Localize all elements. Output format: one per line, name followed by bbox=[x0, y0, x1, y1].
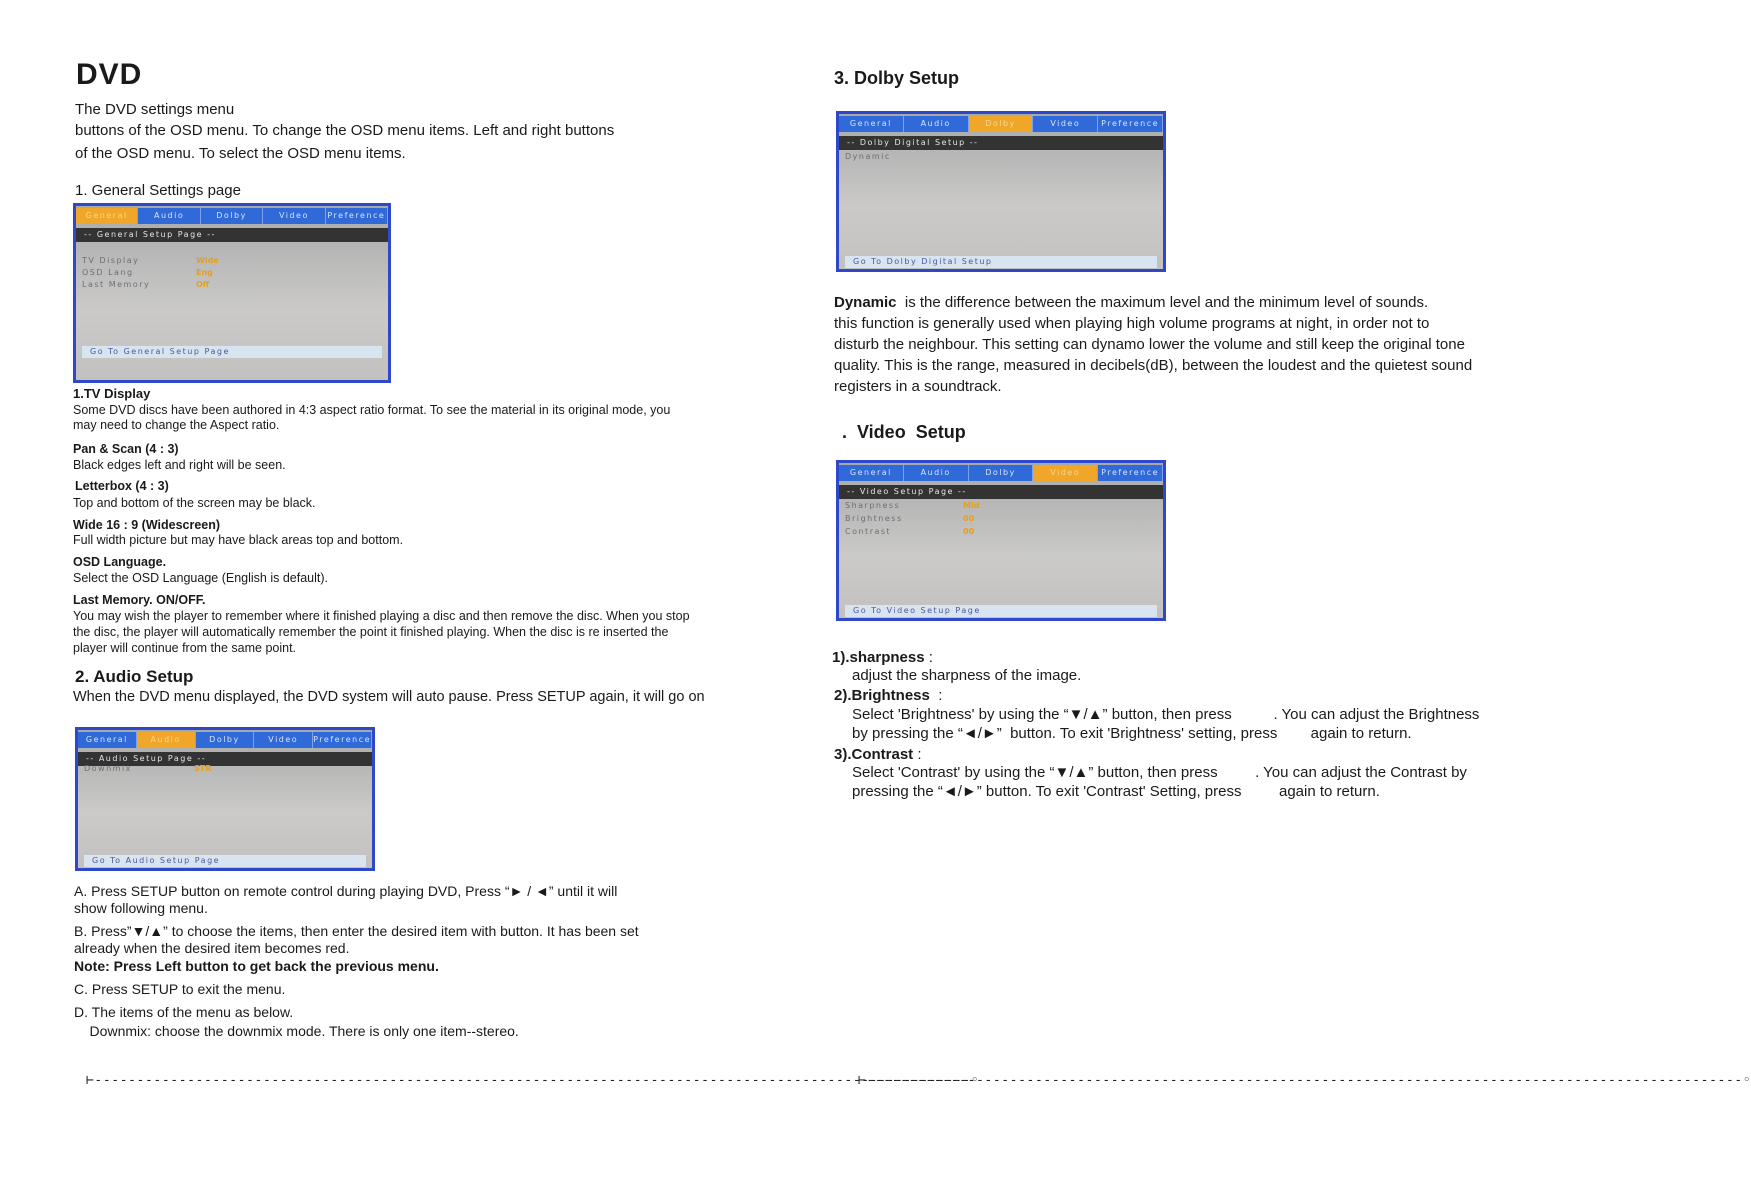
osd-row-label: OSD Lang bbox=[82, 268, 134, 277]
osd-tab-preference: Preference bbox=[1098, 465, 1163, 481]
tv-display-heading: 1.TV Display bbox=[73, 386, 151, 401]
intro-line-1: The DVD settings menu bbox=[75, 101, 235, 118]
dolby-setup-heading: 3. Dolby Setup bbox=[834, 68, 960, 88]
osd-row-value: Mid bbox=[963, 501, 980, 510]
contrast-colon: : bbox=[913, 746, 922, 763]
osd-language-text: Select the OSD Language (English is default). bbox=[73, 571, 329, 585]
osd-tab-audio: Audio bbox=[138, 208, 200, 224]
osd-row-label: Brightness bbox=[845, 514, 903, 523]
audio-setup-osd-screenshot bbox=[75, 727, 375, 871]
dynamic-line-4: quality. This is the range, measured in decibels(dB), between the loudest and the quietest sound bbox=[834, 357, 1473, 374]
osd-tab-audio: Audio bbox=[137, 732, 196, 748]
brightness-colon: : bbox=[929, 687, 943, 704]
step-d-line-2: Downmix: choose the downmix mode. There is only one item--stereo. bbox=[74, 1023, 519, 1039]
osd-page-header: -- General Setup Page -- bbox=[76, 228, 388, 242]
contrast-text-1: Select 'Contrast' by using the “▼/▲” button, then press . You can adjust the Contrast by bbox=[852, 764, 1467, 781]
left-footer-rule: ⊢--------------------------------------------------------------------------------------------------------◦ bbox=[86, 1073, 980, 1088]
osd-tab-video: Video bbox=[1033, 465, 1098, 481]
osd-page-header: -- Dolby Digital Setup -- bbox=[839, 136, 1163, 150]
osd-row-label: Sharpness bbox=[845, 501, 901, 510]
osd-footer: Go To Audio Setup Page bbox=[84, 855, 366, 867]
osd-row-value: 00 bbox=[963, 527, 975, 536]
osd-tab-dolby: Dolby bbox=[196, 732, 255, 748]
step-a-line-2: show following menu. bbox=[74, 900, 208, 916]
osd-tab-general: General bbox=[76, 208, 138, 224]
note-text: : Press Left button to get back the previous menu. bbox=[105, 958, 439, 974]
osd-row-value: Wide bbox=[196, 256, 219, 265]
osd-row-value: 00 bbox=[963, 514, 975, 523]
osd-tab-preference: Preference bbox=[326, 208, 388, 224]
osd-row-label: Last Memory bbox=[82, 280, 151, 289]
tv-display-text-2: may need to change the Aspect ratio. bbox=[73, 418, 280, 432]
sharpness-label: 1).sharpness bbox=[832, 649, 925, 666]
dynamic-text: is the difference between the maximum level and the minimum level of sounds. bbox=[896, 294, 1429, 311]
brightness-text-1: Select 'Brightness' by using the “▼/▲” button, then press . You can adjust the Brightness bbox=[852, 706, 1480, 723]
osd-tab-dolby: Dolby bbox=[201, 208, 263, 224]
last-memory-heading: Last Memory. ON/OFF. bbox=[73, 593, 206, 607]
dynamic-line-1 bbox=[834, 292, 1428, 313]
pan-scan-heading: Pan & Scan (4 : 3) bbox=[73, 442, 179, 456]
brightness-text-2: by pressing the “◄/►” button. To exit 'Brightness' setting, press again to return. bbox=[852, 725, 1412, 742]
step-a-line-1: A. Press SETUP button on remote control during playing DVD, Press “► / ◄” until it will bbox=[74, 883, 618, 899]
general-setup-osd-screenshot bbox=[73, 203, 391, 383]
osd-language-heading: OSD Language. bbox=[73, 555, 167, 569]
sharpness-colon: : bbox=[924, 649, 933, 666]
intro-line-3: of the OSD menu. To select the OSD menu items. bbox=[75, 145, 406, 162]
osd-tab-video: Video bbox=[1033, 116, 1098, 132]
osd-row-value: Off bbox=[196, 280, 210, 289]
osd-row-label: Contrast bbox=[845, 527, 892, 536]
osd-tab-bar bbox=[76, 208, 388, 224]
osd-tab-audio: Audio bbox=[904, 116, 969, 132]
osd-tab-general: General bbox=[78, 732, 137, 748]
dynamic-line-2: this function is generally used when playing high volume programs at night, in order not to bbox=[834, 315, 1430, 332]
osd-tab-video: Video bbox=[263, 208, 325, 224]
osd-tab-bar bbox=[839, 465, 1163, 481]
contrast-label: 3).Contrast bbox=[834, 746, 914, 763]
audio-setup-heading: 2. Audio Setup bbox=[75, 667, 194, 686]
right-footer-rule: ⊢--------------------------------------------------------------------------------------------------------◦ bbox=[858, 1073, 1751, 1088]
osd-footer: Go To General Setup Page bbox=[82, 346, 382, 358]
osd-row-label: TV Display bbox=[82, 256, 140, 265]
osd-tab-audio: Audio bbox=[904, 465, 969, 481]
contrast-text-2: pressing the “◄/►” button. To exit 'Contrast' Setting, press again to return. bbox=[852, 783, 1380, 800]
osd-tab-general: General bbox=[839, 116, 904, 132]
osd-tab-preference: Preference bbox=[313, 732, 372, 748]
sharpness-text: adjust the sharpness of the image. bbox=[852, 667, 1082, 684]
osd-tab-bar bbox=[78, 732, 372, 748]
brightness-label: 2).Brightness bbox=[834, 687, 930, 704]
osd-row-label: Downmix bbox=[84, 764, 132, 773]
step-b-line-1: B. Press”▼/▲” to choose the items, then enter the desired item with button. It has been set bbox=[74, 923, 639, 939]
dynamic-line-3: disturb the neighbour. This setting can dynamo lower the volume and still keep the original tone bbox=[834, 336, 1465, 353]
pan-scan-text: Black edges left and right will be seen. bbox=[73, 458, 286, 472]
step-c: C. Press SETUP to exit the menu. bbox=[74, 981, 286, 997]
general-settings-heading: 1. General Settings page bbox=[75, 182, 241, 199]
letterbox-text: Top and bottom of the screen may be black. bbox=[73, 496, 316, 510]
osd-footer: Go To Video Setup Page bbox=[845, 605, 1157, 617]
dynamic-label: Dynamic bbox=[834, 294, 897, 311]
last-memory-text-3: player will continue from the same point. bbox=[73, 641, 297, 655]
last-memory-text-2: the disc, the player will automatically remember the point it finished playing. When the disc is re inserted the bbox=[73, 625, 669, 639]
audio-setup-text: When the DVD menu displayed, the DVD system will auto pause. Press SETUP again, it will go on bbox=[73, 689, 705, 705]
osd-tab-dolby: Dolby bbox=[969, 116, 1034, 132]
osd-row-value: STR bbox=[194, 764, 212, 773]
osd-tab-video: Video bbox=[254, 732, 313, 748]
osd-tab-preference: Preference bbox=[1098, 116, 1163, 132]
osd-tab-general: General bbox=[839, 465, 904, 481]
video-setup-osd-screenshot bbox=[836, 460, 1166, 621]
note-line bbox=[74, 956, 439, 977]
osd-tab-bar bbox=[839, 116, 1163, 132]
osd-tab-dolby: Dolby bbox=[969, 465, 1034, 481]
step-d-line-1: D. The items of the menu as below. bbox=[74, 1004, 294, 1020]
letterbox-heading: Letterbox (4 : 3) bbox=[75, 479, 169, 493]
intro-line-2: buttons of the OSD menu. To change the OSD menu items. Left and right buttons bbox=[75, 122, 615, 139]
page-title: DVD bbox=[76, 58, 143, 91]
osd-row-label: Dynamic bbox=[845, 152, 891, 161]
last-memory-text-1: You may wish the player to remember where it finished playing a disc and then remove the disc. When you stop bbox=[73, 609, 690, 623]
wide-text: Full width picture but may have black areas top and bottom. bbox=[73, 533, 404, 547]
osd-page-header: -- Video Setup Page -- bbox=[839, 485, 1163, 499]
wide-heading: Wide 16 : 9 (Widescreen) bbox=[73, 518, 221, 532]
video-setup-heading: . Video Setup bbox=[842, 422, 966, 442]
osd-footer: Go To Dolby Digital Setup bbox=[845, 256, 1157, 268]
dolby-setup-osd-screenshot bbox=[836, 111, 1166, 272]
tv-display-text-1: Some DVD discs have been authored in 4:3 aspect ratio format. To see the material in its original mode, you bbox=[73, 403, 671, 417]
osd-row-value: Eng bbox=[196, 268, 213, 277]
dynamic-line-5: registers in a soundtrack. bbox=[834, 378, 1002, 395]
osd-page-header: -- Audio Setup Page -- bbox=[78, 752, 372, 766]
step-b-line-2: already when the desired item becomes red. bbox=[74, 940, 350, 956]
note-label: Note bbox=[74, 958, 106, 974]
brightness-heading-line bbox=[834, 685, 942, 706]
